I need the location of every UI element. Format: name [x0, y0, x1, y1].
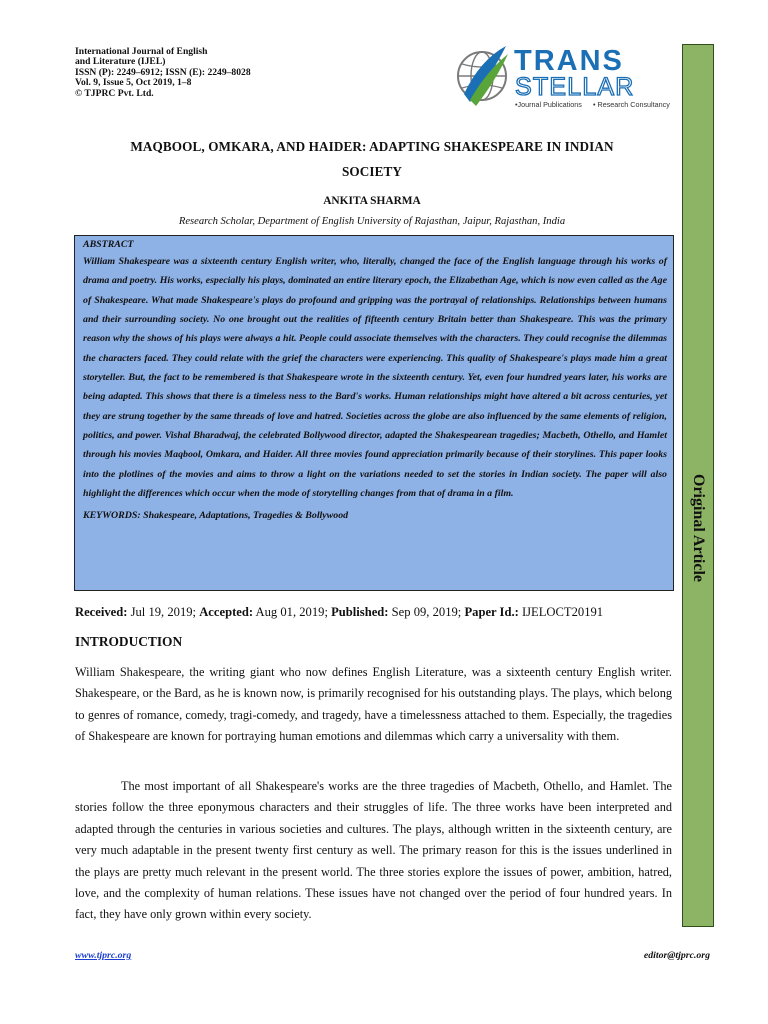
logo-word-stellar: STELLAR	[515, 73, 635, 101]
accepted-date: Aug 01, 2019;	[255, 605, 328, 619]
footer-email: editor@tjprc.org	[643, 950, 710, 961]
author-affiliation: Research Scholar, Department of English University of Rajasthan, Jaipur, Rajasthan, India	[178, 216, 566, 227]
abstract-box	[74, 235, 674, 591]
original-article-sidebar	[682, 44, 714, 927]
title-line: MAQBOOL, OMKARA, AND HAIDER: ADAPTING SHAKESPEARE IN INDIAN	[130, 139, 614, 154]
received-date: Jul 19, 2019;	[130, 605, 197, 619]
published-date: Sep 09, 2019;	[391, 605, 462, 619]
intro-paragraph: William Shakespeare, the writing giant who now defines English Literature, was a sixteenth century English writer. Shakespeare, or the Bard, as he is known now, is primarily recognised for his outstanding plays. The plays, which belong to genres of romance, comedy, tragi-comedy, and tragedy, have a timelessness attached to them. Especially, the tragedies of Shakespeare are known for portraying human emotions and dilemmas which carry a universality with them.	[75, 665, 672, 744]
journal-line: Vol. 9, Issue 5, Oct 2019, 1–8	[75, 77, 192, 89]
title-line: SOCIETY	[341, 164, 403, 179]
sidebar-label: Original Article	[690, 474, 707, 582]
journal-line: ISSN (P): 2249–6912; ISSN (E): 2249–8028	[75, 66, 251, 78]
transstellar-logo	[456, 40, 676, 112]
paper-id-label: Paper Id.:	[464, 605, 519, 619]
accepted-label: Accepted:	[199, 605, 254, 619]
journal-line: © TJPRC Pvt. Ltd.	[75, 87, 154, 99]
intro-paragraph: The most important of all Shakespeare's works are the three tragedies of Macbeth, Othello, and Hamlet. The stories follow the three eponymous characters and their struggles of life. The three works have been interpreted and adapted through the centuries in various societies and cultures. The plays, although written in the sixteenth century, are very much adaptable in the present twenty first century as well. The primary reason for this is the issues underlined in the plays are pretty much relevant in the present world. The three stories explore the issues of power, ambition, hatred, love, and the complexity of human relations. These issues have not changed over the period of four hundred years. In fact, they have only grown within every society.	[75, 779, 672, 922]
article-dates	[75, 605, 675, 620]
logo-tag-research: • Research Consultancy	[593, 100, 670, 109]
journal-line: and Literature (IJEL)	[75, 56, 166, 68]
article-title	[72, 134, 672, 184]
abstract-heading: ABSTRACT	[83, 239, 134, 250]
logo-tag-journal: •Journal Publications	[515, 100, 582, 109]
journal-line: International Journal of English	[75, 46, 208, 57]
author-name: ANKITA SHARMA	[323, 195, 421, 207]
abstract-keywords: KEYWORDS: Shakespeare, Adaptations, Tragedies & Bollywood	[83, 510, 349, 522]
globe-icon	[458, 46, 508, 106]
journal-info	[75, 47, 335, 99]
received-label: Received:	[75, 605, 128, 619]
logo-word-trans: TRANS	[514, 45, 624, 77]
published-label: Published:	[331, 605, 389, 619]
abstract-body: William Shakespeare was a sixteenth century English writer, who, literally, changed the face of the English language through his works of drama and poetry. His works, especially his plays, dominated an entire literary epoch, the Elizabethan Age, which is now even called as the Age of Shakespeare. What made Shakespeare's plays do profound and gripping was the portrayal of relationships. Relationships between humans and their surrounding society. No one brought out the realities of fifteenth century Britain better than Shakespeare. This was the primary reason why the shows of his plays were always a hit. People could associate themselves with the characters. They could recognise the dilemmas the characters faced. They could relate with the grief the characters were experiencing. This quality of Shakespeare's plays made him a great storyteller. But, the fact to be remembered is that Shakespeare wrote in the sixteenth century. Yet, even four hundred years later, his works are being adapted. This shows that there is a timeless ness to the Bard's works. Human relationships might have altered a bit across centuries, yet they are strung together by the same threads of love and hatred. Societies across the globe are also influenced by the same elements of religion, politics, and power. Vishal Bharadwaj, the celebrated Bollywood director, adapted the Shakespearean tragedies; Macbeth, Othello, and Hamlet through his movies Maqbool, Omkara, and Haider. All three movies found appreciation primarily because of their storylines. This paper looks into the plotlines of the movies and aims to throw a light on the variations needed to set the stories in Indian society. The paper will also highlight the differences which occur when the mode of storytelling changes from that of drama in a film.	[83, 256, 667, 500]
section-heading-introduction: INTRODUCTION	[75, 634, 183, 649]
paper-id: IJELOCT20191	[521, 605, 604, 619]
footer-website-link[interactable]: www.tjprc.org	[75, 950, 132, 961]
